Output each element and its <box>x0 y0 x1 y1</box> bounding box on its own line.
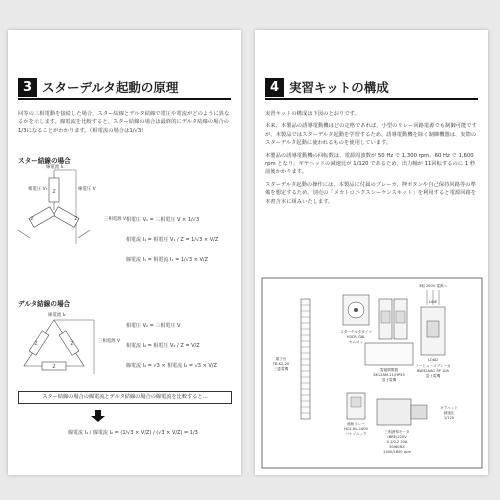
terminal-maker: 三菱電機 <box>273 367 289 371</box>
delta-heading: デルタ結線の場合 <box>18 300 71 308</box>
timer-maker: オムロン <box>348 340 364 344</box>
section-header <box>18 78 231 100</box>
star-heading: スター結線の場合 <box>18 157 71 165</box>
motor-spec: 50/60HZ <box>389 445 405 449</box>
gearhead-label: ギアヘッド <box>440 406 458 410</box>
star-equation-2: 相電流 I₁ = 相電圧 V₁ / Z = 1/√3 × V/Z <box>126 237 219 243</box>
delta-diagram <box>14 308 134 378</box>
paragraph: スターデルタ起動の操作には、本製品に付属のブレーカ、押ボタンや自己保持回路等の準備を想定するため、別売の「メカトロニクスシーケンスキット」を利用すると電源回路を本書含本に組みいたします。 <box>265 181 477 205</box>
section-number: 4 <box>265 78 284 97</box>
delta-equation-3: 線電流 I₂ = √3 × 相電流 I₂ = √3 × V/Z <box>126 363 217 369</box>
relay-label: 補助リレー <box>347 422 365 426</box>
motor-spec: 0.1/0.2 20A <box>386 440 408 444</box>
ratio-equation: 線電流 I₁ / 線電流 I₂ = (1/√3 × V/Z) / (√3 × V/Z) = 1/3 <box>68 430 198 436</box>
timer-model: H3CR-G8L <box>346 335 366 339</box>
breaker-label: ノーヒューズブレーカ <box>415 364 451 368</box>
paragraph: 本来、本製品の誘導電動機はどの定格であれば、小型のリレー回路電源でも制御可能ですが、本製品ではスターデルタ起動を学習するため、誘導電動機を除く制御機器は、実際のスターデルタ起動に使われるものを使用しています。 <box>265 123 477 147</box>
section-title: 実習キットの構成 <box>289 80 389 95</box>
impedance-label: Z <box>30 217 34 222</box>
impedance-label: Z <box>34 342 38 347</box>
gearhead-spec: 1/120 <box>443 416 455 420</box>
three-phase-label: 三相電源 V <box>104 217 126 222</box>
impedance-label: Z <box>74 217 78 222</box>
contactor-model: SK12AM-21(HP55 <box>373 373 405 377</box>
paragraph: 実習キットの構成は下図のとおりです。 <box>265 111 360 117</box>
load-label: LOAD <box>428 358 438 362</box>
terminal-label: 端子台 <box>275 357 287 361</box>
impedance-label: Z <box>70 342 74 347</box>
impedance-label: Z <box>52 365 56 370</box>
motor-label: 三相誘導モータ <box>384 430 410 434</box>
delta-equation-1: 相電圧 V₂ = 三相電圧 V <box>126 323 181 329</box>
breaker-maker: 富士電機 <box>425 374 441 378</box>
star-equation-1: 相電圧 V₁ = 三相電圧 V × 1/√3 <box>126 217 199 223</box>
motor-spec: (BRE)220V <box>387 435 407 439</box>
comparison-note: スター結線の場合の線電流とデルタ結線の場合の線電流を比較すると… <box>18 391 232 404</box>
line-label: LINE <box>428 300 438 304</box>
down-arrow-icon <box>91 410 105 422</box>
intro-text: 回等の三相電動を接続した場合、スター結線とデルタ結線で電圧や電流がどのように異なるかを示します。線電流を比較すると、スター結線の場合は最終的にデルタ結線の場合の1/3になることがわかります。（相電流の場合は1/√3） <box>18 111 230 134</box>
body-text <box>265 110 477 210</box>
impedance-label: Z <box>52 190 56 195</box>
breaker-model: BW32AAG 3P 10A <box>417 369 449 373</box>
motor-box <box>377 399 411 425</box>
section-header <box>265 78 478 100</box>
relay-maker: パナソニック <box>345 432 367 436</box>
delta-equation-2: 相電流 I₂ = 相電圧 V₂ / Z = V/Z <box>126 343 200 349</box>
line-current-label: 線電流 I₂ <box>48 313 66 318</box>
contactor-label: 電磁開閉器 <box>380 368 398 372</box>
relay-model: HC4-HL-100V <box>343 427 369 431</box>
line-voltage-label: 線電圧 V <box>78 187 96 192</box>
section-number: 3 <box>18 78 37 97</box>
contactor-base <box>365 343 413 365</box>
star-diagram <box>14 164 134 246</box>
timer-label: スターデルタタイマ <box>340 330 372 334</box>
star-equation-3: 線電流 I₁ = 相電流 I₁ = 1/√3 × V/Z <box>126 257 209 263</box>
line-current-label: 線電流 I₁ <box>46 165 64 170</box>
section-title: スターデルタ起動の原理 <box>42 80 179 95</box>
phase-voltage-label: 相電圧 V₁ <box>28 187 48 192</box>
motor-spec: 1300/1600 rpm <box>383 450 411 454</box>
right-page <box>255 30 488 475</box>
left-page <box>8 30 241 475</box>
three-phase-label: 三相電源 V <box>98 339 120 344</box>
kit-diagram <box>261 277 483 469</box>
gearhead-spec: 減速比 <box>443 411 455 415</box>
terminal-model: TB-K2-20 <box>272 362 290 366</box>
power-label: 3相 200V 電源へ <box>418 284 448 288</box>
paragraph: 本製品の誘導電動機の回転数は、電源周波数が 50 Hz で 1,300 rpm、60 Hz で 1,600 rpm となり、ギヤヘッドの減速比が 1/120 であるため、出力軸が 11回転するのに 1 秒前後かかります。 <box>265 152 476 176</box>
contactor-maker: 富士電機 <box>381 378 397 382</box>
